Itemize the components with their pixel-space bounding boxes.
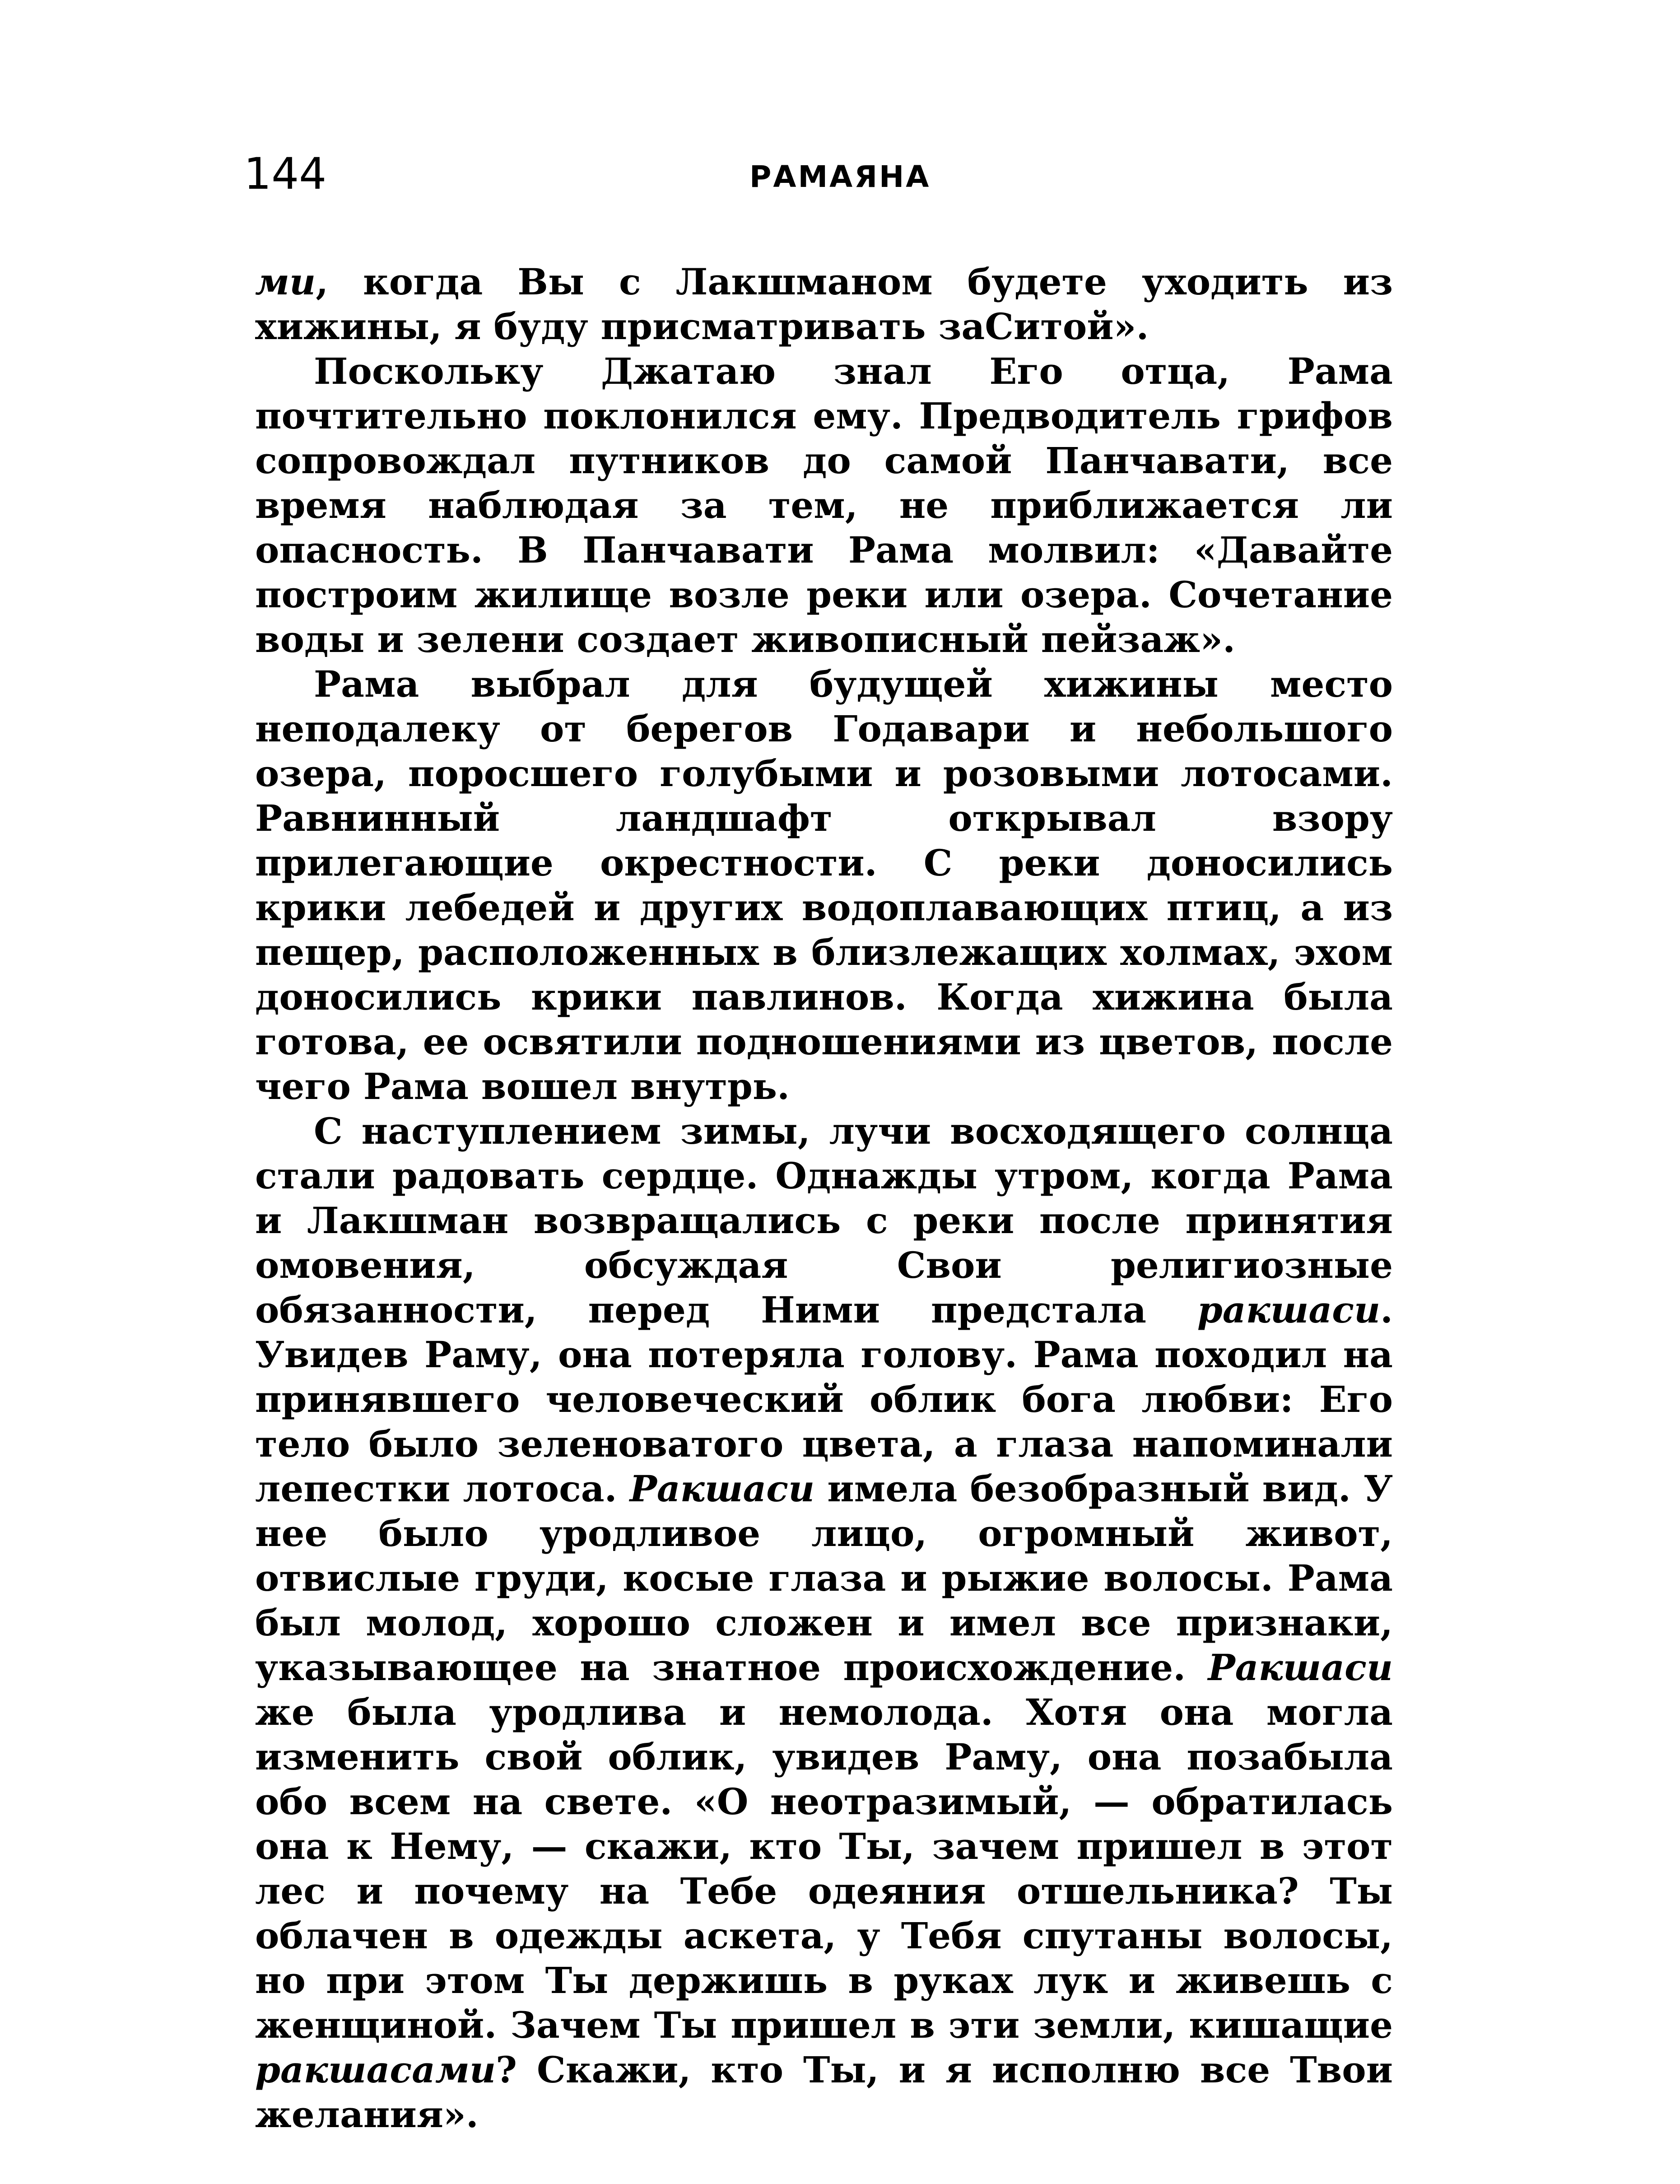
text-span: ракшаси [1197,1289,1381,1331]
text-span: Рама выбрал для будущей хижины место неподалеку от берегов Годавари и небольшого озера, поросшего голубыми и розовыми лотосами. Равнинный ландшафт открывал взору прилегающие окрестности. С реки доносились крики лебедей и других водоплавающих птиц, а из пещер, расположенных в близлежащих холмах, эхом доносились крики павлинов. Когда хижина была готова, ее освятили подношениями из цветов, после чего Рама вошел внутрь. [255,663,1393,1108]
book-title: РАМАЯНА [749,159,931,194]
paragraph-1 [255,260,1393,349]
text-span: ми [255,261,316,303]
text-span: имела безобразный вид. У нее было уродливое лицо, огромный живот, отвислые груди, косые глаза и рыжие волосы. Рама был молод, хорошо сложен и имел все признаки, указывающее на знатное происхождение. [255,1467,1393,1689]
paragraph-2 [255,349,1393,662]
text-span: Ракшаси [629,1467,815,1510]
text-span: С наступлением зимы, лучи восходящего солнца стали радовать сердце. Однажды утром, когда Рама и Лакшман возвращались с реки после принятия омовения, обсуждая Свои религиозные обязанности, перед Ними предстала [255,1110,1393,1331]
text-span: . Увидев Раму, она потеряла голову. Рама походил на принявшего человеческий облик бога любви: Его тело было зеленоватого цвета, а глаза напоминали лепестки лотоса. [255,1289,1393,1510]
body-text [255,260,1393,2137]
paragraph-4 [255,1109,1393,2137]
text-span: Поскольку Джатаю знал Его отца, Рама почтительно поклонился ему. Предводитель грифов сопровождал путников до самой Панчавати, все время наблюдая за тем, не приближается ли опасность. В Панчавати Рама молвил: «Давайте построим жилище возле реки или озера. Сочетание воды и зелени создает живописный пейзаж». [255,350,1393,661]
text-span: ? Скажи, кто Ты, и я исполню все Твои желания». [255,2049,1393,2136]
text-span: ракшасами [255,2049,496,2091]
page-number: 144 [244,149,327,199]
text-span: Ракшаси [1208,1646,1393,1689]
paragraph-3 [255,662,1393,1109]
text-span: , когда Вы с Лакшманом будете уходить из хижины, я буду присматривать заСитой». [255,261,1393,348]
running-head [235,149,1400,203]
text-span: же была уродлива и немолода. Хотя она могла изменить свой облик, увидев Раму, она позабыла обо всем на свете. «О неотразимый, — обратилась она к Нему, — скажи, кто Ты, зачем пришел в этот лес и почему на Тебе одеяния отшельника? Ты облачен в одежды аскета, у Тебя спутаны волосы, но при этом Ты держишь в руках лук и живешь с женщиной. Зачем Ты пришел в эти земли, кишащие [255,1691,1393,2046]
